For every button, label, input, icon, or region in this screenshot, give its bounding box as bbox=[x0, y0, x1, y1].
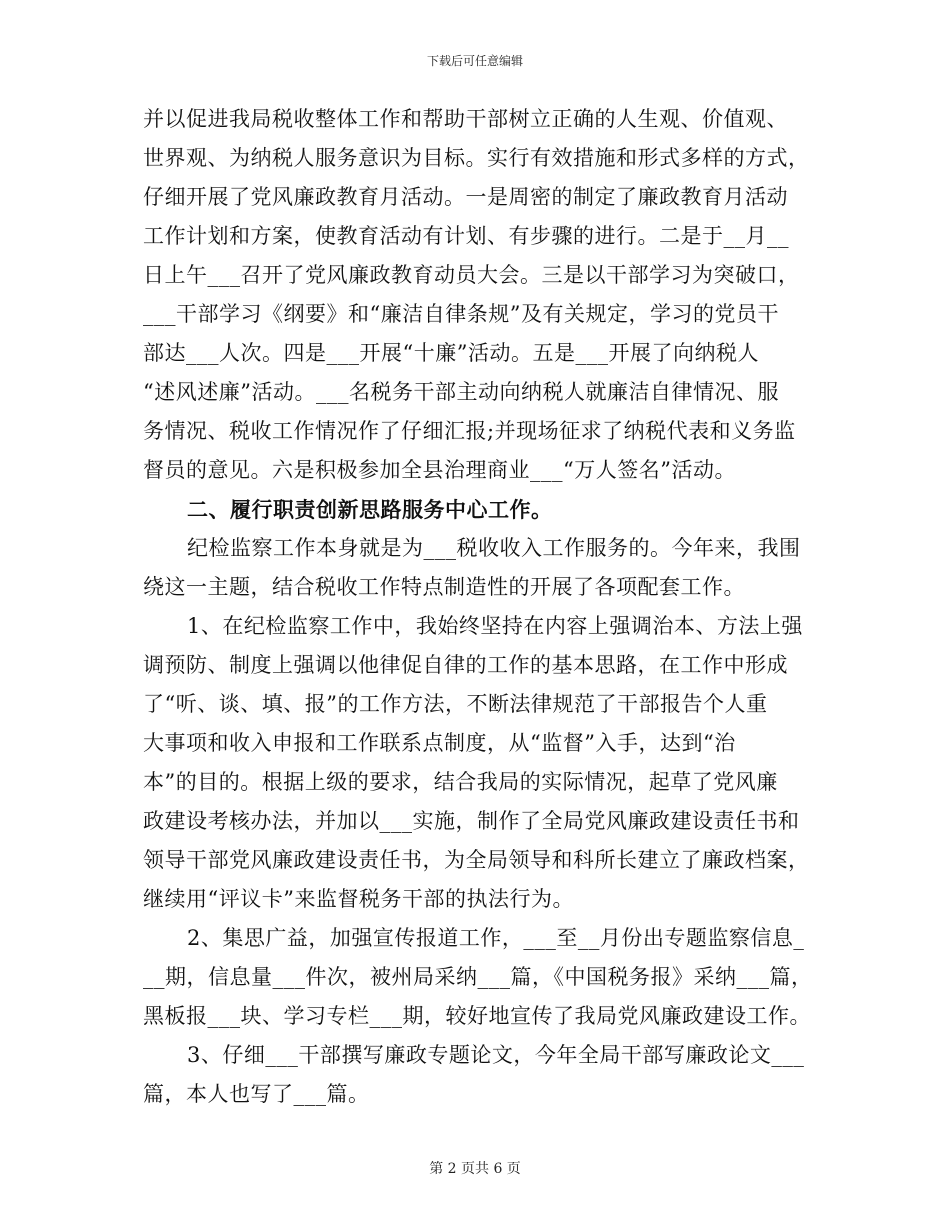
body-line: 务情况、税收工作情况作了仔细汇报;并现场征求了纳税代表和义务监 bbox=[143, 419, 796, 443]
body-line: 调预防、制度上强调以他律促自律的工作的基本思路，在工作中形成 bbox=[143, 653, 788, 677]
body-line: 政建设考核办法，并加以___实施，制作了全局党风廉政建设责任书和 bbox=[143, 809, 800, 833]
body-line: 领导干部党风廉政建设责任书，为全局领导和科所长建立了廉政档案， bbox=[143, 848, 810, 872]
body-line: __期，信息量___件次，被州局采纳___篇，《中国税务报》采纳___篇， bbox=[143, 965, 813, 989]
paragraph-first-line: 3、仔细___干部撰写廉政专题论文，今年全局干部写廉政论文___ bbox=[187, 1043, 805, 1067]
body-line: 了“听、谈、填、报”的工作方法，不断法律规范了干部报告个人重 bbox=[143, 692, 768, 716]
body-line: 本”的目的。根据上级的要求，结合我局的实际情况，起草了党风廉 bbox=[143, 770, 778, 794]
document-body bbox=[143, 100, 813, 1114]
paragraph-first-line: 2、集思广益，加强宣传报道工作，___至__月份出专题监察信息_ bbox=[187, 926, 805, 950]
body-line: 大事项和收入申报和工作联系点制度，从“监督”入手，达到“治 bbox=[143, 731, 736, 755]
page-header: 下载后可任意编辑 bbox=[426, 54, 523, 68]
page-footer: 第 2 页共 6 页 bbox=[429, 1161, 521, 1177]
body-line: 工作计划和方案，使教育活动有计划、有步骤的进行。二是于__月__ bbox=[143, 224, 789, 248]
body-line: 仔细开展了党风廉政教育月活动。一是周密的制定了廉政教育月活动 bbox=[143, 185, 788, 209]
body-line: 部达___人次。四是___开展“十廉”活动。五是___开展了向纳税人 bbox=[143, 341, 759, 365]
body-line: 黑板报___块、学习专栏___期，较好地宣传了我局党风廉政建设工作。 bbox=[143, 1004, 811, 1028]
paragraph-first-line: 纪检监察工作本身就是为___税收收入工作服务的。今年来，我围 bbox=[187, 536, 801, 560]
paragraph-first-line: 1、在纪检监察工作中，我始终坚持在内容上强调治本、方法上强 bbox=[187, 614, 803, 638]
body-line: 篇，本人也写了___篇。 bbox=[143, 1082, 370, 1106]
body-line: 督员的意见。六是积极参加全县治理商业___“万人签名”活动。 bbox=[143, 458, 736, 482]
body-line: ___干部学习《纲要》和“廉洁自律条规”及有关规定，学习的党员干 bbox=[143, 302, 779, 326]
body-line: 日上午___召开了党风廉政教育动员大会。三是以干部学习为突破口， bbox=[143, 263, 800, 287]
section-heading: 二、履行职责创新思路服务中心工作。 bbox=[187, 497, 553, 522]
body-line: 并以促进我局税收整体工作和帮助干部树立正确的人生观、价值观、 bbox=[143, 107, 788, 131]
body-line: 绕这一主题，结合税收工作特点制造性的开展了各项配套工作。 bbox=[143, 575, 745, 599]
body-line: 继续用“评议卡”来监督税务干部的执法行为。 bbox=[143, 887, 574, 911]
body-line: “述风述廉”活动。___名税务干部主动向纳税人就廉洁自律情况、服 bbox=[143, 380, 779, 404]
body-line: 世界观、为纳税人服务意识为目标。实行有效措施和形式多样的方式， bbox=[143, 146, 810, 170]
